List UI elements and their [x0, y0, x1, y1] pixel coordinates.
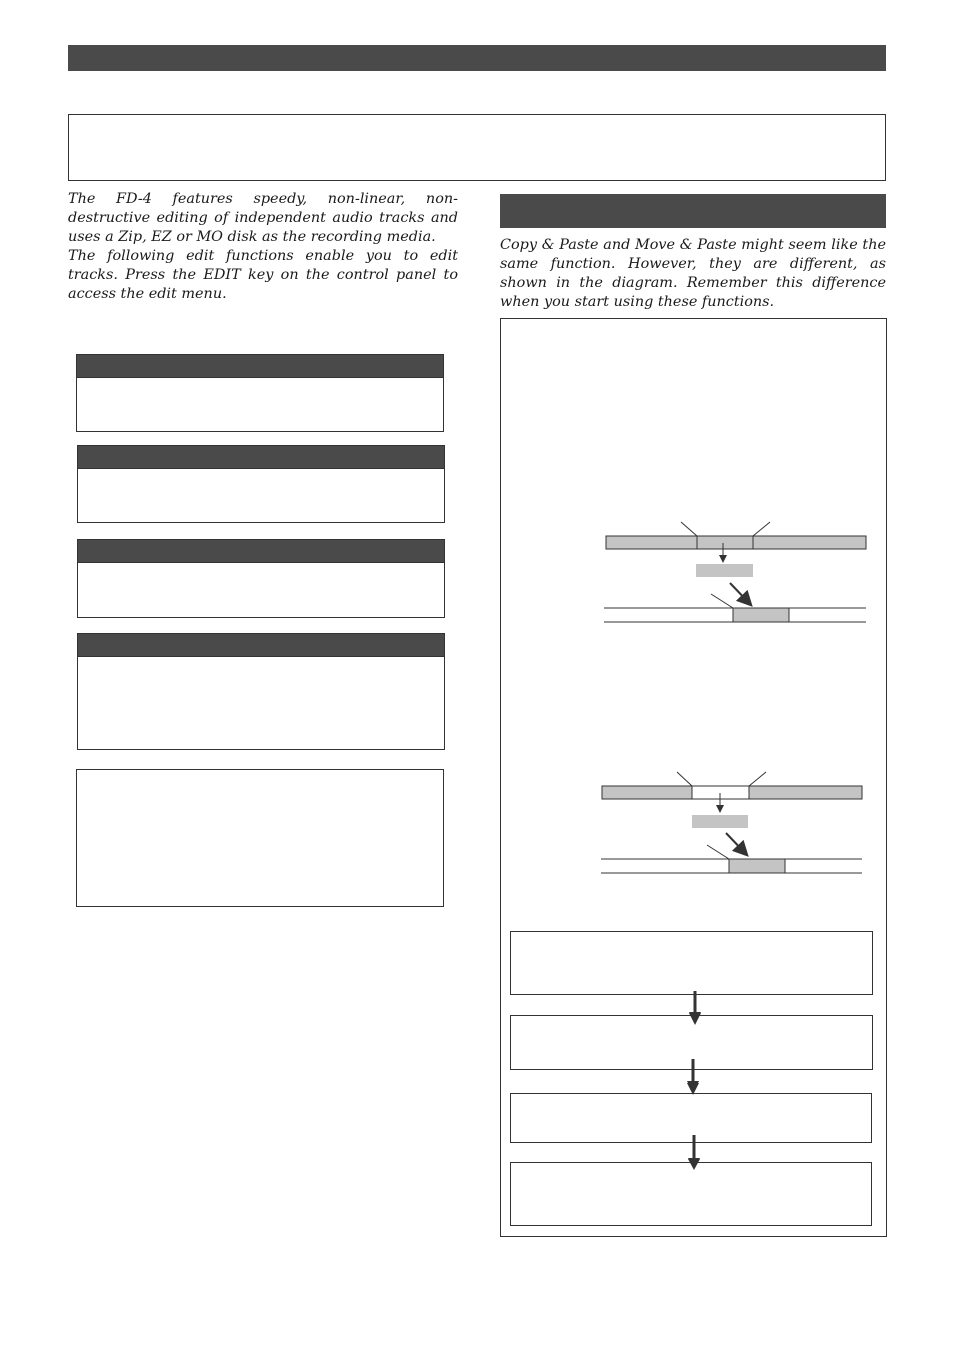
intro-paragraph-2: The following edit functions enable you to edit tracks. Press the EDIT key on the control panel to access the edit menu. — [68, 248, 458, 302]
right-paragraph: Copy & Paste and Move & Paste might seem like the same function. However, they are different, as shown in the diagram. Remember this difference when you start using these functions. — [500, 237, 886, 310]
intro-paragraph-1: The FD-4 features speedy, non-linear, non-destructive editing of independent audio tracks and uses a Zip, EZ or MO disk as the recording media. — [68, 191, 458, 245]
flow-arrowhead-1 — [689, 1013, 701, 1025]
flow-arrowhead-2 — [687, 1083, 699, 1095]
flow-arrowhead-3 — [688, 1159, 700, 1170]
